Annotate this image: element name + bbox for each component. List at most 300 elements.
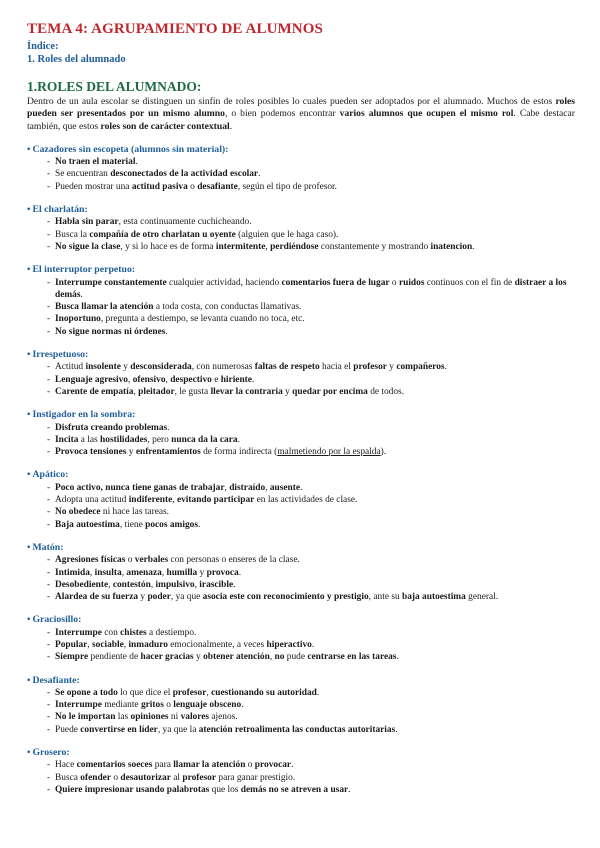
- list-item-text: [47, 591, 575, 603]
- list-item: [27, 494, 575, 506]
- dash-icon: -: [47, 507, 51, 518]
- dash-icon: -: [47, 652, 51, 663]
- bold-text: llevar la contraria: [210, 386, 283, 397]
- bold-text: humilla: [166, 567, 198, 578]
- text-run: general.: [465, 592, 499, 603]
- text-run: y: [138, 592, 148, 603]
- dash-icon: -: [47, 627, 51, 638]
- dash-icon: -: [47, 181, 51, 192]
- list-item-text: [47, 639, 575, 651]
- dash-icon: -: [47, 241, 51, 252]
- bold-text: Busca llamar la atención: [55, 302, 154, 313]
- bullet-icon: •: [27, 143, 31, 155]
- bold-text: No obedece: [55, 507, 101, 518]
- bold-text: impulsivo: [155, 579, 195, 590]
- bold-text: enfrentamientos: [135, 447, 201, 458]
- bold-text: convertirse en líder: [80, 724, 158, 735]
- text-run: , ante su: [368, 592, 402, 603]
- list-item-text: [47, 446, 575, 458]
- bold-text: desconsiderada: [130, 362, 192, 373]
- bold-text: roles son de carácter contextual: [100, 120, 230, 132]
- text-run: Actitud: [55, 362, 86, 373]
- list-item: [27, 651, 575, 663]
- bold-text: desafiante: [197, 181, 238, 192]
- dash-icon: -: [47, 639, 51, 650]
- bold-text: Interrumpe: [55, 627, 102, 638]
- list-item: [27, 241, 575, 253]
- dash-icon: -: [47, 482, 51, 493]
- list-item: [27, 422, 575, 434]
- text-run: de forma indirecta (: [200, 447, 278, 458]
- role-item-list: [27, 216, 575, 253]
- bullet-icon: •: [27, 541, 31, 553]
- role-title-text: Apático:: [32, 469, 69, 481]
- list-item-text: [47, 168, 575, 180]
- bold-text: indiferente: [128, 495, 173, 506]
- bold-text: Siempre: [55, 652, 89, 663]
- text-run: o: [187, 181, 198, 192]
- text-run: en las actividades de clase.: [254, 495, 358, 506]
- role-title-text: El interruptor perpetuo:: [32, 264, 136, 276]
- list-item-text: [47, 554, 575, 566]
- text-run: y: [126, 447, 136, 458]
- bold-text: Desobediente: [55, 579, 109, 590]
- role-item-list: [27, 482, 575, 531]
- role-block: [27, 204, 575, 253]
- text-run: ,: [194, 579, 200, 590]
- role-block: [27, 409, 575, 458]
- list-item-text: [47, 434, 575, 446]
- text-run: , según el tipo de profesor.: [237, 181, 338, 192]
- bold-text: compañeros: [396, 362, 445, 373]
- list-item: [27, 181, 575, 193]
- text-run: las: [115, 712, 131, 723]
- list-item: [27, 519, 575, 531]
- role-item-list: [27, 156, 575, 193]
- bold-text: contestón: [112, 579, 151, 590]
- text-run: ,: [269, 652, 275, 663]
- role-item-list: [27, 627, 575, 664]
- text-run: al: [170, 772, 183, 783]
- list-item-text: [47, 216, 575, 228]
- list-item: [27, 326, 575, 338]
- list-item: [27, 772, 575, 784]
- bold-text: Lenguaje agresivo: [55, 374, 128, 385]
- bold-text: Interrumpe constantemente: [55, 277, 167, 288]
- text-run: .: [238, 567, 242, 578]
- text-run: a toda costa, con conductas llamativas.: [153, 302, 302, 313]
- list-item-text: [47, 241, 575, 253]
- text-run: .: [80, 289, 83, 300]
- text-run: Dentro de un aula escolar se distinguen un sinfín de roles posibles lo cuales pueden ser adoptados por el alumnado. Muchos de estos: [27, 96, 556, 107]
- dash-icon: -: [47, 519, 51, 530]
- bold-text: verbales: [134, 555, 169, 566]
- text-run: .: [258, 169, 261, 180]
- bold-text: profesor: [182, 772, 217, 783]
- bold-text: Incita: [55, 434, 79, 445]
- text-run: .: [251, 374, 255, 385]
- text-run: .: [197, 519, 201, 530]
- text-run: para ganar prestigio.: [216, 772, 296, 783]
- text-run: hacia el: [319, 362, 354, 373]
- bold-text: provocar: [254, 760, 292, 771]
- list-item-text: [47, 229, 575, 241]
- role-title: [27, 614, 575, 626]
- bold-text: hacer gracias: [140, 652, 194, 663]
- text-run: .: [311, 639, 315, 650]
- text-run: . Cabe destacar también, que estos: [27, 108, 575, 132]
- bold-text: poder: [147, 592, 171, 603]
- role-item-list: [27, 277, 575, 338]
- list-item-text: [47, 627, 575, 639]
- list-item: [27, 168, 575, 180]
- dash-icon: -: [47, 277, 51, 288]
- bold-text: Popular: [55, 639, 88, 650]
- bold-text: valores: [180, 712, 210, 723]
- bold-text: demás no se atreven a usar: [240, 784, 349, 795]
- text-run: .: [291, 760, 294, 771]
- bold-text: profesor: [172, 687, 207, 698]
- list-item: [27, 711, 575, 723]
- bold-text: provoca: [206, 567, 239, 578]
- role-title: [27, 409, 575, 421]
- role-title: [27, 469, 575, 481]
- text-run: o: [163, 700, 174, 711]
- index-label: Índice:: [27, 41, 59, 52]
- dash-icon: -: [47, 555, 51, 566]
- text-run: ,: [165, 374, 171, 385]
- list-item: [27, 784, 575, 796]
- text-run: ).: [380, 447, 387, 458]
- dash-icon: -: [47, 784, 51, 795]
- role-title-text: Desafiante:: [32, 674, 80, 686]
- dash-icon: -: [47, 229, 51, 240]
- bold-text: pleitador: [138, 386, 175, 397]
- dash-icon: -: [47, 447, 51, 458]
- bold-text: ruidos: [398, 277, 425, 288]
- section-heading: 1.ROLES DEL ALUMNADO:: [27, 79, 202, 94]
- text-run: ,: [128, 374, 133, 385]
- role-item-list: [27, 422, 575, 459]
- text-run: y: [386, 362, 397, 373]
- list-item: [27, 759, 575, 771]
- dash-icon: -: [47, 579, 51, 590]
- role-item-list: [27, 554, 575, 603]
- bold-text: roles pueden ser presentados por un mismo alumno: [27, 96, 575, 120]
- bold-text: Habla sin parar: [55, 217, 119, 228]
- bold-text: quedar por encima: [292, 386, 368, 397]
- text-run: Busca: [55, 772, 81, 783]
- text-run: ,: [206, 687, 212, 698]
- role-title-text: Irrespetuoso:: [32, 349, 89, 361]
- bold-text: intermitente: [215, 241, 266, 252]
- text-run: ,: [133, 386, 139, 397]
- text-run: ,: [87, 639, 92, 650]
- text-run: a destiempo.: [146, 627, 197, 638]
- bullet-icon: •: [27, 614, 31, 626]
- list-item-text: [47, 579, 575, 591]
- list-item: [27, 229, 575, 241]
- text-run: .: [233, 579, 236, 590]
- bold-text: compañía de otro charlatan u oyente: [89, 229, 236, 240]
- dash-icon: -: [47, 567, 51, 578]
- text-run: ni hace las tareas.: [100, 507, 170, 518]
- list-item: [27, 386, 575, 398]
- bold-text: obtener atención: [203, 652, 270, 663]
- bold-text: nunca da la cara: [171, 434, 238, 445]
- text-run: pendiente de: [88, 652, 141, 663]
- text-run: y: [120, 362, 131, 373]
- bold-text: Intimida: [55, 567, 90, 578]
- bullet-icon: •: [27, 674, 31, 686]
- role-block: [27, 614, 575, 663]
- bold-text: actitud pasiva: [131, 181, 188, 192]
- document-title: TEMA 4: AGRUPAMIENTO DE ALUMNOS: [27, 21, 323, 37]
- bullet-icon: •: [27, 204, 31, 216]
- bold-text: hiriente: [220, 374, 252, 385]
- dash-icon: -: [47, 592, 51, 603]
- list-item: [27, 579, 575, 591]
- bullet-icon: •: [27, 469, 31, 481]
- role-block: [27, 264, 575, 338]
- index-list: [27, 53, 575, 66]
- role-title-text: Cazadores sin escopeta (alumnos sin material):: [32, 143, 229, 155]
- text-run: .: [135, 157, 138, 168]
- text-run: constantemente y mostrando: [318, 241, 431, 252]
- text-run: Puede: [55, 724, 81, 735]
- bold-text: baja autoestima: [402, 592, 466, 603]
- dash-icon: -: [47, 326, 51, 337]
- role-block: [27, 144, 575, 193]
- text-run: mediante: [101, 700, 141, 711]
- list-item: [27, 554, 575, 566]
- text-run: y: [197, 567, 207, 578]
- bold-text: faltas de respeto: [254, 362, 320, 373]
- text-run: Pueden mostrar una: [55, 181, 132, 192]
- bullet-icon: •: [27, 409, 31, 421]
- bold-text: chistes: [120, 627, 147, 638]
- list-item-text: [47, 386, 575, 398]
- text-run: o: [245, 760, 255, 771]
- index-item[interactable]: 1. Roles del alumnado: [27, 54, 126, 65]
- list-item: [27, 687, 575, 699]
- bold-text: gritos: [140, 700, 164, 711]
- list-item: [27, 156, 575, 168]
- text-run: o: [111, 772, 121, 783]
- bold-text: desconectados de la actividad escolar: [110, 169, 259, 180]
- bold-text: comentarios fuera de lugar: [281, 277, 390, 288]
- bold-text: No sigue la clase: [55, 241, 121, 252]
- text-run: y: [282, 386, 293, 397]
- role-item-list: [27, 687, 575, 736]
- text-run: e: [211, 374, 221, 385]
- bold-text: llamar la atención: [173, 760, 246, 771]
- role-title-text: El charlatán:: [32, 204, 88, 216]
- text-run: , y si lo hace es de forma: [120, 241, 216, 252]
- text-run: ,: [150, 579, 156, 590]
- bold-text: distraído: [229, 482, 266, 493]
- list-item-text: [47, 361, 575, 373]
- list-item-text: [47, 651, 575, 663]
- list-item-text: [47, 699, 575, 711]
- underlined-text: malmetiendo por la espalda: [277, 447, 381, 458]
- text-run: ,: [161, 567, 167, 578]
- text-run: para: [152, 760, 174, 771]
- text-run: .: [348, 784, 351, 795]
- role-title-text: Graciosillo:: [32, 614, 82, 626]
- role-title-text: Matón:: [32, 541, 64, 553]
- dash-icon: -: [47, 374, 51, 385]
- bold-text: perdiéndose: [270, 241, 319, 252]
- list-item-text: [47, 313, 575, 325]
- text-run: ,: [89, 567, 95, 578]
- text-run: .: [396, 652, 399, 663]
- dash-icon: -: [47, 169, 51, 180]
- text-run: , pero: [147, 434, 172, 445]
- text-run: con: [101, 627, 121, 638]
- bold-text: Disfruta creando problemas: [55, 422, 168, 433]
- list-item-text: [47, 711, 575, 723]
- bold-text: ofender: [80, 772, 111, 783]
- role-title: [27, 747, 575, 759]
- bold-text: pocos amigos: [145, 519, 198, 530]
- list-item: [27, 434, 575, 446]
- text-run: que los: [209, 784, 241, 795]
- text-run: .: [167, 422, 170, 433]
- bold-text: Baja autoestima: [55, 519, 120, 530]
- text-run: , o bien podemos encontrar: [224, 108, 340, 120]
- text-run: , tiene: [119, 519, 146, 530]
- bold-text: distraer a los demás: [55, 277, 567, 300]
- bold-text: insulta: [94, 567, 122, 578]
- role-item-list: [27, 759, 575, 796]
- text-run: cualquier actividad, haciendo: [166, 277, 282, 288]
- dash-icon: -: [47, 362, 51, 373]
- role-title: [27, 675, 575, 687]
- role-block: [27, 675, 575, 736]
- text-run: .: [237, 434, 240, 445]
- bold-text: comentarios soeces: [76, 760, 153, 771]
- bold-text: ausente: [269, 482, 301, 493]
- document-page: [27, 20, 575, 796]
- text-run: de todos.: [367, 386, 405, 397]
- bold-text: asocia este con reconocimiento y prestigio: [202, 592, 369, 603]
- dash-icon: -: [47, 724, 51, 735]
- dash-icon: -: [47, 302, 51, 313]
- text-run: .: [395, 724, 398, 735]
- text-run: Busca la: [55, 229, 90, 240]
- text-run: .: [472, 241, 475, 252]
- bold-text: insolente: [85, 362, 121, 373]
- dash-icon: -: [47, 314, 51, 325]
- dash-icon: -: [47, 434, 51, 445]
- text-run: , ya que la: [157, 724, 199, 735]
- dash-icon: -: [47, 495, 51, 506]
- bold-text: cuestionando su autoridad: [211, 687, 317, 698]
- roles-list: [27, 144, 575, 796]
- text-run: ,: [224, 482, 230, 493]
- bold-text: atención retroalimenta las conductas autoritarias: [198, 724, 396, 735]
- bold-text: inatencion: [430, 241, 473, 252]
- bold-text: amenaza: [126, 567, 162, 578]
- text-run: .: [300, 482, 303, 493]
- role-title: [27, 349, 575, 361]
- text-run: o: [125, 555, 135, 566]
- text-run: (alguien que le haga caso).: [235, 229, 339, 240]
- list-item: [27, 639, 575, 651]
- bold-text: No le importan: [55, 712, 116, 723]
- bold-text: hostilidades: [100, 434, 148, 445]
- list-item-text: [47, 506, 575, 518]
- list-item: [27, 313, 575, 325]
- list-item: [27, 627, 575, 639]
- text-run: Hace: [55, 760, 77, 771]
- list-item: [27, 277, 575, 302]
- bold-text: lenguaje obsceno: [173, 700, 242, 711]
- text-run: .: [165, 326, 168, 337]
- bold-text: ofensivo: [132, 374, 166, 385]
- bold-text: no: [274, 652, 285, 663]
- text-run: ,: [265, 241, 271, 252]
- text-run: ,: [108, 579, 113, 590]
- list-item-text: [47, 277, 575, 302]
- text-run: lo que dice el: [117, 687, 173, 698]
- role-item-list: [27, 361, 575, 398]
- list-item: [27, 482, 575, 494]
- list-item-text: [47, 482, 575, 494]
- bold-text: profesor: [353, 362, 387, 373]
- list-item-text: [47, 519, 575, 531]
- text-run: , esta continuamente cuchicheando.: [118, 217, 252, 228]
- role-block: [27, 747, 575, 796]
- bullet-icon: •: [27, 264, 31, 276]
- text-run: .: [444, 362, 447, 373]
- bullet-icon: •: [27, 349, 31, 361]
- bold-text: Alardea de su fuerza: [55, 592, 139, 603]
- list-item: [27, 724, 575, 736]
- bold-text: Inoportuno: [55, 314, 101, 325]
- bold-text: evitando participar: [176, 495, 255, 506]
- bold-text: inmaduro: [128, 639, 168, 650]
- role-title: [27, 204, 575, 216]
- text-run: o: [389, 277, 399, 288]
- bold-text: No traen el material: [55, 157, 136, 168]
- list-item: [27, 506, 575, 518]
- list-item-text: [47, 784, 575, 796]
- text-run: emocionalmente, a veces: [167, 639, 267, 650]
- list-item: [27, 216, 575, 228]
- list-item-text: [47, 374, 575, 386]
- bold-text: desautorizar: [120, 772, 171, 783]
- text-run: , le gusta: [174, 386, 211, 397]
- list-item: [27, 301, 575, 313]
- bold-text: Agresiones físicas: [55, 555, 126, 566]
- list-item-text: [47, 772, 575, 784]
- bold-text: Interrumpe: [55, 700, 102, 711]
- dash-icon: -: [47, 687, 51, 698]
- role-title-text: Grosero:: [32, 747, 70, 759]
- list-item-text: [47, 422, 575, 434]
- list-item-text: [47, 181, 575, 193]
- bold-text: hiperactivo: [266, 639, 312, 650]
- bold-text: sociable: [91, 639, 124, 650]
- bold-text: Carente de empatía: [55, 386, 134, 397]
- list-item-text: [47, 759, 575, 771]
- list-item-text: [47, 494, 575, 506]
- list-item: [27, 374, 575, 386]
- list-item: [27, 446, 575, 458]
- dash-icon: -: [47, 157, 51, 168]
